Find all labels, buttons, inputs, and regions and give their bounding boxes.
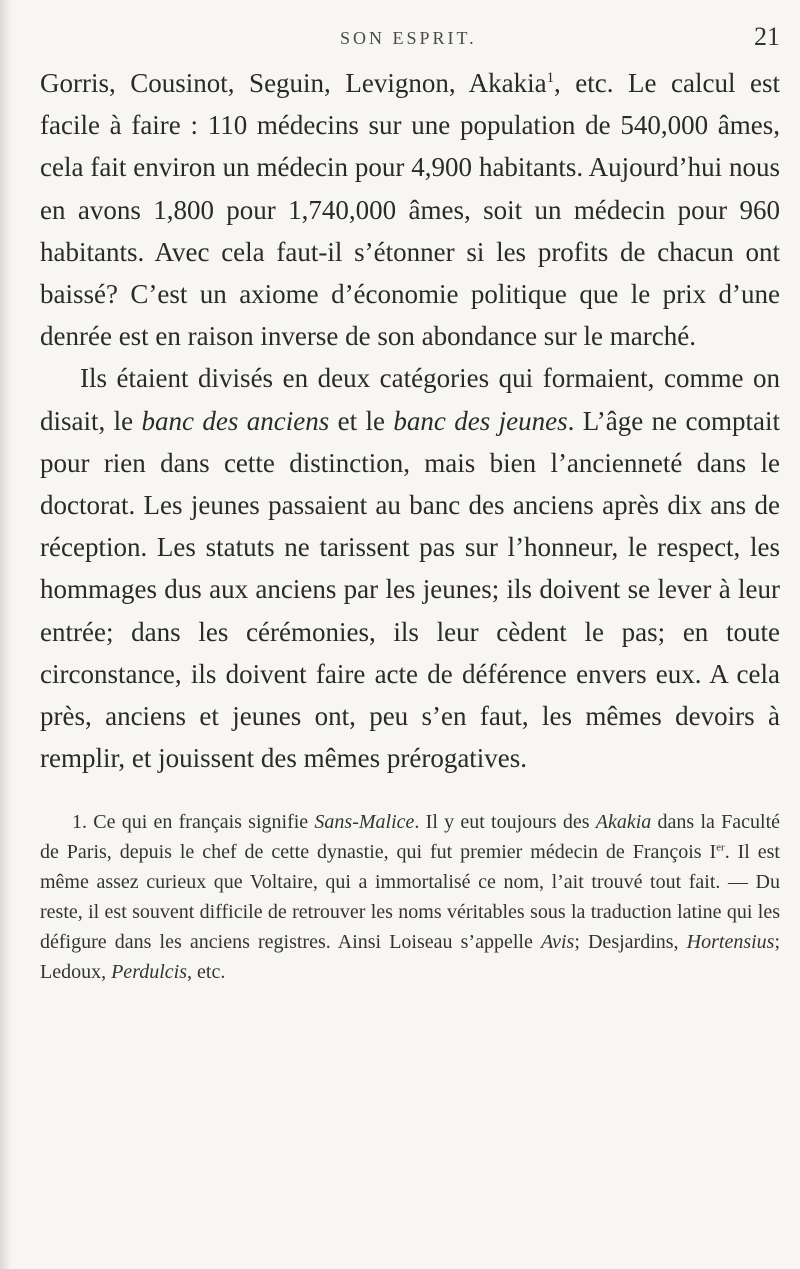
body-text	[40, 62, 780, 779]
paragraph-2: Ils étaient divisés en deux catégories qui formaient, comme on disait, le banc des anciens et le banc des jeunes. L’âge ne comptait pour rien dans cette distinction, mais bien l’ancienneté dans le doctorat. Les jeunes passaient au banc des anciens après dix ans de réception. Les statuts ne tarissent pas sur l’honneur, le respect, les hommages dus aux anciens par les jeunes; ils doivent se lever à leur entrée; dans les cérémonies, ils leur cèdent le pas; en toute circonstance, ils doivent faire acte de déférence envers eux. A cela près, anciens et jeunes ont, peu s’en faut, les mêmes devoirs à remplir, et jouissent des mêmes prérogatives.	[40, 363, 780, 774]
running-head	[40, 14, 780, 62]
page-number: 21	[754, 22, 780, 51]
paragraph-1: Gorris, Cousinot, Seguin, Levignon, Akakia$^1$, etc. Le calcul est facile à faire : 110 médecins sur une population de 540,000 âmes, cela fait environ un médecin pour 4,900 habitants. Aujourd’hui nous en avons 1,800 pour 1,740,000 âmes, soit un médecin pour 960 habitants. Avec cela faut-il s’étonner si les profits de chacun ont baissé? C’est un axiome d’économie politique que le prix d’une denrée est en raison inverse de son abondance sur le marché.	[40, 68, 780, 352]
footnote-1: 1. Ce qui en français signifie Sans-Malice. Il y eut toujours des Akakia dans la Faculté de Paris, depuis le chef de cette dynastie, qui fut premier médecin de François Ier. Il est même assez curieux que Voltaire, qui a immortalisé ce nom, l’ait trouvé tout fait. — Du reste, il est souvent difficile de retrouver les noms véritables sous la traduction latine qui les défigure dans les anciens registres. Ainsi Loiseau s’appelle Avis; Desjardins, Hortensius; Ledoux, Perdulcis, etc.	[40, 811, 781, 984]
running-title: SON ESPRIT.	[340, 28, 477, 48]
footnote-section	[40, 807, 780, 987]
binding-edge	[0, 0, 12, 1269]
book-page	[40, 14, 780, 987]
footnote-marker: 1	[546, 70, 554, 86]
